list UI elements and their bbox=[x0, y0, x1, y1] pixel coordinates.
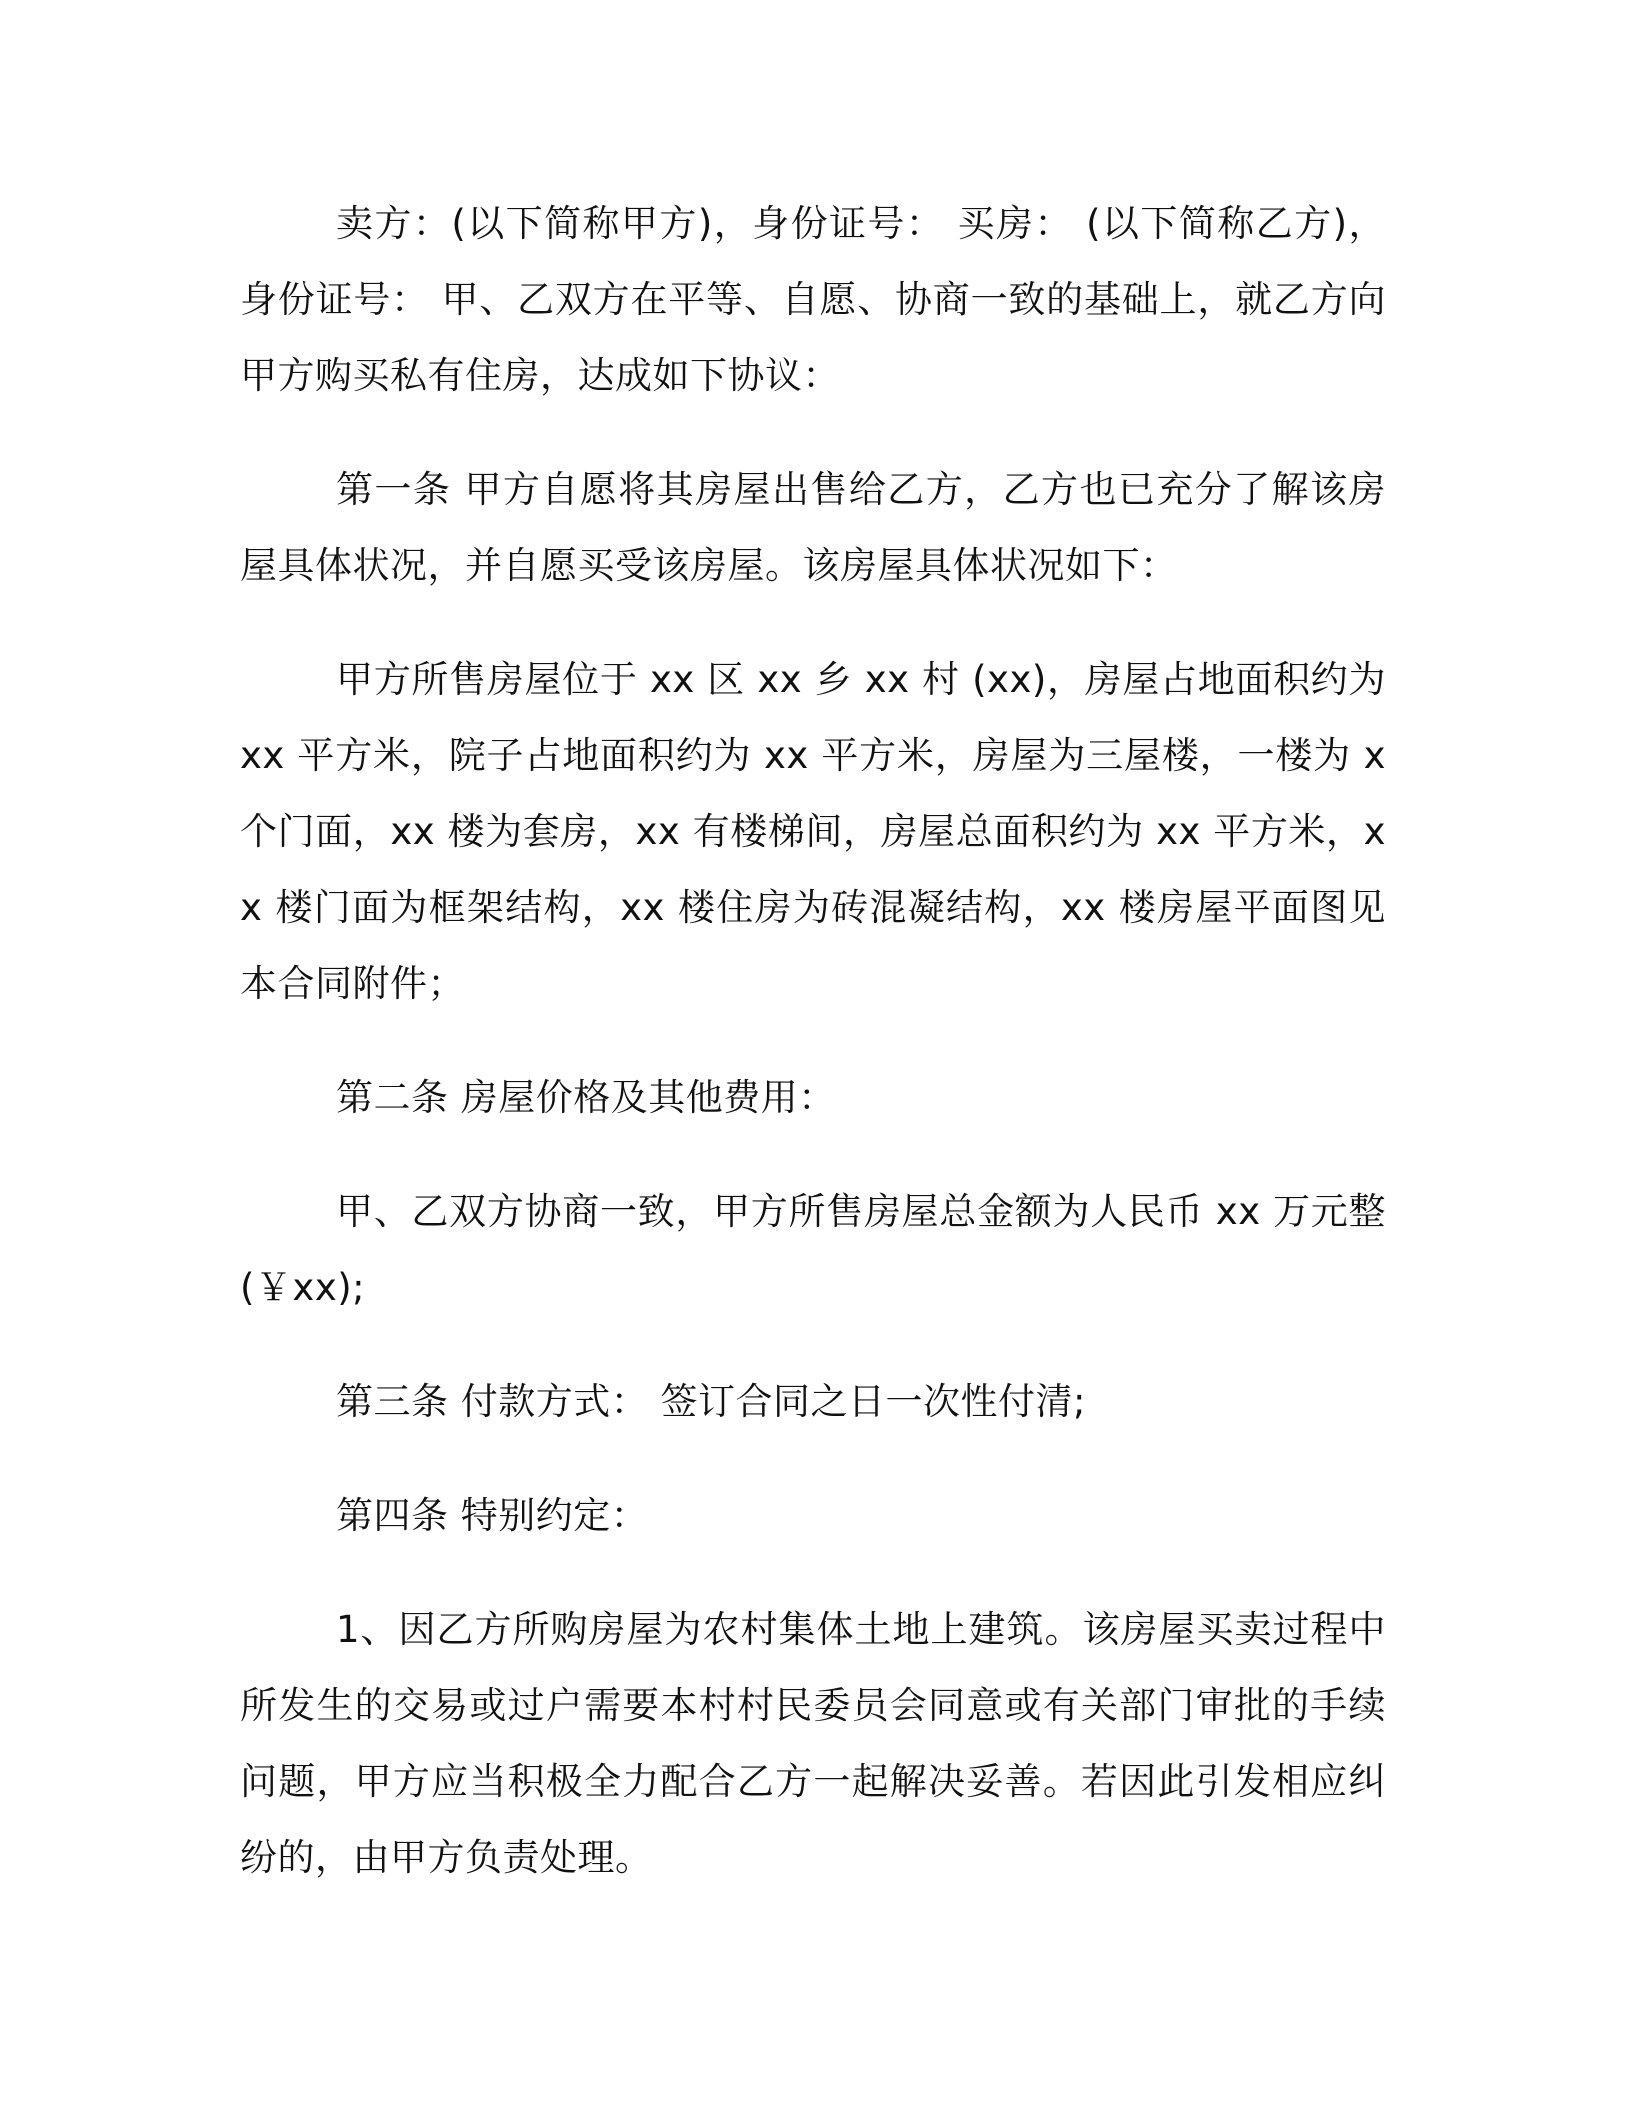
document-body bbox=[240, 186, 1386, 1934]
paragraph-article-4: 第四条 特别约定： bbox=[336, 1494, 649, 1537]
paragraph-property-details: 甲方所售房屋位于 xx 区 xx 乡 xx 村 (xx)，房屋占地面积约为 xx 平方米，院子占地面积约为 xx 平方米，房屋为三屋楼，一楼为 x 个门面，xx 楼为套房，xx 有楼梯间，房屋总面积约为 xx 平方米，xx 楼门面为框架结构，xx 楼住房为砖混凝结构，xx 楼房屋平面图见本合同附件； bbox=[240, 658, 1386, 1005]
paragraph-article-1: 第一条 甲方自愿将其房屋出售给乙方，乙方也已充分了解该房屋具体状况，并自愿买受该房屋。该房屋具体状况如下： bbox=[240, 468, 1386, 587]
paragraph-preamble: 卖方：(以下简称甲方)，身份证号： 买房： (以下简称乙方)，身份证号： 甲、乙双方在平等、自愿、协商一致的基础上，就乙方向甲方购买私有住房，达成如下协议： bbox=[240, 202, 1386, 397]
paragraph-price: 甲、乙双方协商一致，甲方所售房屋总金额为人民币 xx 万元整 (￥xx); bbox=[240, 1190, 1386, 1309]
paragraph-clause-1: 1、因乙方所购房屋为农村集体土地上建筑。该房屋买卖过程中所发生的交易或过户需要本村村民委员会同意或有关部门审批的手续问题，甲方应当积极全力配合乙方一起解决妥善。若因此引发相应纠纷的，由甲方负责处理。 bbox=[240, 1608, 1386, 1879]
paragraph-article-2: 第二条 房屋价格及其他费用： bbox=[336, 1076, 836, 1119]
paragraph-article-3: 第三条 付款方式： 签订合同之日一次性付清; bbox=[336, 1380, 1086, 1423]
